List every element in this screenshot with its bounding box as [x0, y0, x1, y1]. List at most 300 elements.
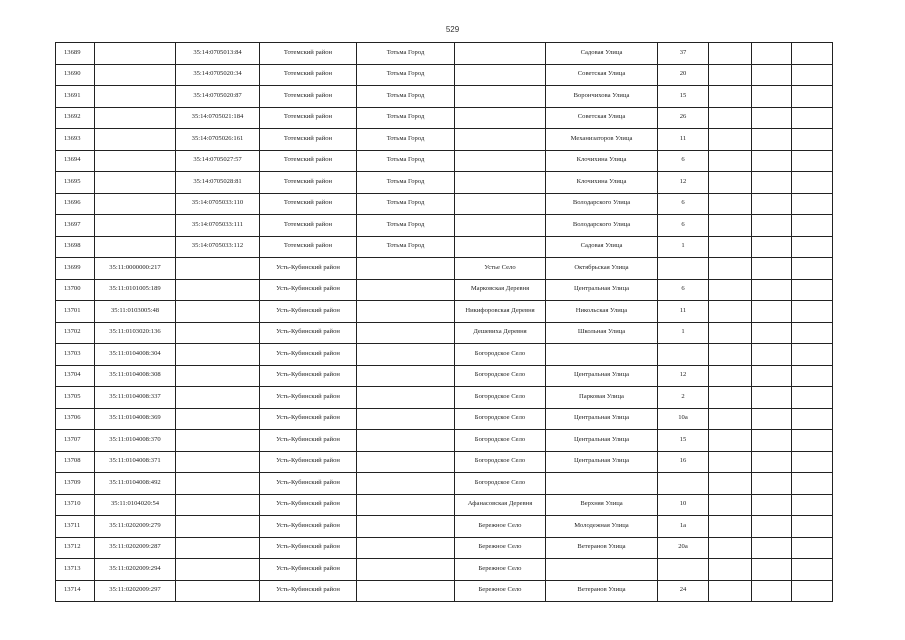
city-cell [357, 322, 455, 344]
settlement-cell [455, 107, 546, 129]
extra-cell-3 [792, 451, 833, 473]
house-number-cell: 10а [658, 408, 709, 430]
city-cell [357, 365, 455, 387]
house-number-cell: 6 [658, 215, 709, 237]
house-number-cell: 15 [658, 86, 709, 108]
row-number-cell: 13714 [56, 580, 95, 602]
cadastral-number-alt-cell: 35:14:0705028:81 [176, 172, 260, 194]
extra-cell-1 [709, 451, 752, 473]
extra-cell-3 [792, 430, 833, 452]
extra-cell-1 [709, 236, 752, 258]
cadastral-number-cell [95, 150, 176, 172]
cadastral-number-alt-cell: 35:14:0705027:57 [176, 150, 260, 172]
house-number-cell: 1а [658, 516, 709, 538]
settlement-cell [455, 64, 546, 86]
settlement-cell [455, 86, 546, 108]
table-row [56, 150, 833, 172]
row-number-cell: 13703 [56, 344, 95, 366]
district-cell: Усть-Кубинский район [260, 537, 357, 559]
cadastral-number-alt-cell [176, 408, 260, 430]
extra-cell-1 [709, 107, 752, 129]
table-row [56, 43, 833, 65]
cadastral-number-cell: 35:11:0202009:294 [95, 559, 176, 581]
cadastral-number-alt-cell [176, 516, 260, 538]
row-number-cell: 13712 [56, 537, 95, 559]
cadastral-number-cell: 35:11:0104020:54 [95, 494, 176, 516]
cadastral-number-alt-cell [176, 301, 260, 323]
extra-cell-3 [792, 408, 833, 430]
cadastral-number-alt-cell [176, 580, 260, 602]
extra-cell-3 [792, 86, 833, 108]
district-cell: Усть-Кубинский район [260, 387, 357, 409]
table-row [56, 516, 833, 538]
row-number-cell: 13706 [56, 408, 95, 430]
district-cell: Усть-Кубинский район [260, 451, 357, 473]
cadastral-number-cell: 35:11:0103005:48 [95, 301, 176, 323]
city-cell [357, 516, 455, 538]
settlement-cell [455, 236, 546, 258]
district-cell: Усть-Кубинский район [260, 322, 357, 344]
cadastral-number-cell: 35:11:0202009:279 [95, 516, 176, 538]
district-cell: Усть-Кубинский район [260, 301, 357, 323]
extra-cell-3 [792, 344, 833, 366]
table-row [56, 473, 833, 495]
house-number-cell: 11 [658, 129, 709, 151]
cadastral-number-alt-cell: 35:14:0705026:161 [176, 129, 260, 151]
table-row [56, 322, 833, 344]
house-number-cell: 20 [658, 64, 709, 86]
extra-cell-2 [752, 258, 792, 280]
settlement-cell: Афанасовская Деревня [455, 494, 546, 516]
city-cell [357, 301, 455, 323]
row-number-cell: 13711 [56, 516, 95, 538]
district-cell: Усть-Кубинский район [260, 408, 357, 430]
extra-cell-2 [752, 451, 792, 473]
district-cell: Тотемский район [260, 215, 357, 237]
street-cell: Клочихина Улица [546, 150, 658, 172]
table-row [56, 494, 833, 516]
row-number-cell: 13713 [56, 559, 95, 581]
city-cell [357, 451, 455, 473]
table-row [56, 408, 833, 430]
extra-cell-2 [752, 215, 792, 237]
extra-cell-1 [709, 193, 752, 215]
settlement-cell: Богородское Село [455, 430, 546, 452]
settlement-cell: Богородское Село [455, 451, 546, 473]
city-cell: Тотьма Город [357, 129, 455, 151]
extra-cell-2 [752, 430, 792, 452]
settlement-cell: Богородское Село [455, 473, 546, 495]
extra-cell-1 [709, 43, 752, 65]
city-cell: Тотьма Город [357, 86, 455, 108]
cadastral-number-cell: 35:11:0101005:189 [95, 279, 176, 301]
extra-cell-2 [752, 150, 792, 172]
city-cell [357, 494, 455, 516]
extra-cell-3 [792, 516, 833, 538]
table-row [56, 107, 833, 129]
district-cell: Тотемский район [260, 150, 357, 172]
extra-cell-1 [709, 516, 752, 538]
street-cell: Ветеранов Улица [546, 580, 658, 602]
city-cell: Тотьма Город [357, 172, 455, 194]
cadastral-number-alt-cell: 35:14:0705013:84 [176, 43, 260, 65]
cadastral-number-cell: 35:11:0104008:371 [95, 451, 176, 473]
table-row [56, 236, 833, 258]
district-cell: Тотемский район [260, 86, 357, 108]
city-cell [357, 344, 455, 366]
street-cell: Верхняя Улица [546, 494, 658, 516]
extra-cell-2 [752, 172, 792, 194]
extra-cell-2 [752, 107, 792, 129]
extra-cell-3 [792, 193, 833, 215]
extra-cell-1 [709, 279, 752, 301]
extra-cell-3 [792, 43, 833, 65]
table-row [56, 301, 833, 323]
row-number-cell: 13705 [56, 387, 95, 409]
house-number-cell: 37 [658, 43, 709, 65]
extra-cell-1 [709, 215, 752, 237]
row-number-cell: 13693 [56, 129, 95, 151]
settlement-cell: Бережное Село [455, 559, 546, 581]
row-number-cell: 13699 [56, 258, 95, 280]
row-number-cell: 13702 [56, 322, 95, 344]
street-cell: Советская Улица [546, 107, 658, 129]
cadastral-number-cell: 35:11:0104008:308 [95, 365, 176, 387]
extra-cell-1 [709, 408, 752, 430]
cadastral-number-cell: 35:11:0104008:492 [95, 473, 176, 495]
settlement-cell: Марковская Деревня [455, 279, 546, 301]
district-cell: Усть-Кубинский район [260, 473, 357, 495]
row-number-cell: 13708 [56, 451, 95, 473]
row-number-cell: 13692 [56, 107, 95, 129]
city-cell: Тотьма Город [357, 64, 455, 86]
table-row [56, 537, 833, 559]
table-row [56, 580, 833, 602]
cadastral-number-alt-cell [176, 344, 260, 366]
street-cell: Октябрьская Улица [546, 258, 658, 280]
extra-cell-2 [752, 193, 792, 215]
row-number-cell: 13694 [56, 150, 95, 172]
street-cell: Центральная Улица [546, 408, 658, 430]
cadastral-number-alt-cell [176, 387, 260, 409]
street-cell: Никольская Улица [546, 301, 658, 323]
city-cell [357, 430, 455, 452]
cadastral-number-alt-cell [176, 559, 260, 581]
cadastral-number-alt-cell [176, 537, 260, 559]
house-number-cell: 11 [658, 301, 709, 323]
city-cell [357, 580, 455, 602]
house-number-cell: 12 [658, 365, 709, 387]
row-number-cell: 13690 [56, 64, 95, 86]
settlement-cell: Дешевиха Деревня [455, 322, 546, 344]
row-number-cell: 13704 [56, 365, 95, 387]
house-number-cell: 26 [658, 107, 709, 129]
street-cell: Володарского Улица [546, 193, 658, 215]
district-cell: Усть-Кубинский район [260, 365, 357, 387]
house-number-cell: 6 [658, 193, 709, 215]
extra-cell-1 [709, 64, 752, 86]
house-number-cell: 16 [658, 451, 709, 473]
extra-cell-3 [792, 150, 833, 172]
extra-cell-1 [709, 387, 752, 409]
city-cell: Тотьма Город [357, 150, 455, 172]
extra-cell-2 [752, 43, 792, 65]
extra-cell-3 [792, 322, 833, 344]
row-number-cell: 13710 [56, 494, 95, 516]
extra-cell-3 [792, 559, 833, 581]
street-cell: Центральная Улица [546, 365, 658, 387]
table-row [56, 258, 833, 280]
cadastral-number-cell: 35:11:0104008:370 [95, 430, 176, 452]
cadastral-number-cell: 35:11:0202009:297 [95, 580, 176, 602]
extra-cell-3 [792, 387, 833, 409]
city-cell: Тотьма Город [357, 193, 455, 215]
extra-cell-1 [709, 580, 752, 602]
extra-cell-2 [752, 86, 792, 108]
extra-cell-3 [792, 301, 833, 323]
cadastral-number-alt-cell [176, 258, 260, 280]
house-number-cell: 24 [658, 580, 709, 602]
house-number-cell: 15 [658, 430, 709, 452]
settlement-cell [455, 129, 546, 151]
table-row [56, 279, 833, 301]
street-cell: Ворончихова Улица [546, 86, 658, 108]
extra-cell-3 [792, 129, 833, 151]
settlement-cell: Богородское Село [455, 387, 546, 409]
row-number-cell: 13701 [56, 301, 95, 323]
extra-cell-2 [752, 301, 792, 323]
city-cell: Тотьма Город [357, 215, 455, 237]
table-row [56, 430, 833, 452]
row-number-cell: 13698 [56, 236, 95, 258]
table-row [56, 559, 833, 581]
district-cell: Тотемский район [260, 172, 357, 194]
cadastral-number-cell: 35:11:0202009:287 [95, 537, 176, 559]
house-number-cell: 2 [658, 387, 709, 409]
extra-cell-3 [792, 580, 833, 602]
extra-cell-3 [792, 64, 833, 86]
extra-cell-3 [792, 537, 833, 559]
cadastral-number-alt-cell [176, 430, 260, 452]
house-number-cell: 6 [658, 150, 709, 172]
table-row [56, 193, 833, 215]
row-number-cell: 13697 [56, 215, 95, 237]
cadastral-number-cell [95, 172, 176, 194]
cadastral-number-alt-cell: 35:14:0705020:87 [176, 86, 260, 108]
settlement-cell [455, 193, 546, 215]
extra-cell-1 [709, 129, 752, 151]
extra-cell-1 [709, 494, 752, 516]
district-cell: Усть-Кубинский район [260, 494, 357, 516]
street-cell: Центральная Улица [546, 451, 658, 473]
extra-cell-2 [752, 236, 792, 258]
cadastral-number-cell: 35:11:0103020:136 [95, 322, 176, 344]
table-row [56, 215, 833, 237]
district-cell: Усть-Кубинский район [260, 279, 357, 301]
table-row [56, 172, 833, 194]
cadastral-number-cell: 35:11:0104008:369 [95, 408, 176, 430]
cadastral-number-alt-cell [176, 473, 260, 495]
street-cell [546, 559, 658, 581]
district-cell: Тотемский район [260, 129, 357, 151]
cadastral-number-alt-cell [176, 494, 260, 516]
house-number-cell: 1 [658, 236, 709, 258]
row-number-cell: 13709 [56, 473, 95, 495]
settlement-cell: Богородское Село [455, 365, 546, 387]
settlement-cell: Никифоровская Деревня [455, 301, 546, 323]
house-number-cell: 10 [658, 494, 709, 516]
table-row [56, 387, 833, 409]
city-cell: Тотьма Город [357, 236, 455, 258]
extra-cell-3 [792, 365, 833, 387]
table-row [56, 86, 833, 108]
city-cell: Тотьма Город [357, 43, 455, 65]
table-row [56, 64, 833, 86]
house-number-cell: 20а [658, 537, 709, 559]
street-cell: Ветеранов Улица [546, 537, 658, 559]
settlement-cell: Богородское Село [455, 408, 546, 430]
cadastral-number-cell: 35:11:0104008:337 [95, 387, 176, 409]
row-number-cell: 13691 [56, 86, 95, 108]
city-cell [357, 408, 455, 430]
extra-cell-3 [792, 107, 833, 129]
settlement-cell [455, 215, 546, 237]
district-cell: Усть-Кубинский район [260, 344, 357, 366]
extra-cell-2 [752, 580, 792, 602]
house-number-cell [658, 559, 709, 581]
city-cell [357, 559, 455, 581]
extra-cell-2 [752, 64, 792, 86]
district-cell: Усть-Кубинский район [260, 430, 357, 452]
extra-cell-2 [752, 279, 792, 301]
cadastral-number-cell [95, 107, 176, 129]
extra-cell-3 [792, 279, 833, 301]
cadastral-number-cell: 35:11:0000000:217 [95, 258, 176, 280]
extra-cell-1 [709, 365, 752, 387]
table-row [56, 451, 833, 473]
cadastral-number-alt-cell [176, 279, 260, 301]
extra-cell-1 [709, 537, 752, 559]
street-cell [546, 473, 658, 495]
table-row [56, 365, 833, 387]
city-cell [357, 473, 455, 495]
table-row [56, 129, 833, 151]
extra-cell-1 [709, 559, 752, 581]
street-cell [546, 344, 658, 366]
district-cell: Тотемский район [260, 43, 357, 65]
table-row [56, 344, 833, 366]
cadastral-number-cell [95, 86, 176, 108]
cadastral-number-cell [95, 129, 176, 151]
settlement-cell: Бережное Село [455, 516, 546, 538]
row-number-cell: 13689 [56, 43, 95, 65]
extra-cell-1 [709, 344, 752, 366]
street-cell: Парковая Улица [546, 387, 658, 409]
row-number-cell: 13700 [56, 279, 95, 301]
district-cell: Тотемский район [260, 193, 357, 215]
registry-table [55, 42, 833, 602]
cadastral-number-alt-cell [176, 365, 260, 387]
house-number-cell [658, 258, 709, 280]
page-number: 529 [445, 25, 460, 34]
street-cell: Школьная Улица [546, 322, 658, 344]
extra-cell-1 [709, 322, 752, 344]
city-cell: Тотьма Город [357, 107, 455, 129]
cadastral-number-alt-cell: 35:14:0705033:110 [176, 193, 260, 215]
extra-cell-1 [709, 258, 752, 280]
extra-cell-2 [752, 322, 792, 344]
street-cell: Садовая Улица [546, 43, 658, 65]
district-cell: Усть-Кубинский район [260, 580, 357, 602]
city-cell [357, 387, 455, 409]
extra-cell-2 [752, 408, 792, 430]
extra-cell-2 [752, 473, 792, 495]
settlement-cell: Богородское Село [455, 344, 546, 366]
street-cell: Клочихина Улица [546, 172, 658, 194]
settlement-cell [455, 43, 546, 65]
row-number-cell: 13696 [56, 193, 95, 215]
settlement-cell [455, 150, 546, 172]
extra-cell-2 [752, 387, 792, 409]
cadastral-number-cell [95, 215, 176, 237]
district-cell: Усть-Кубинский район [260, 516, 357, 538]
street-cell: Центральная Улица [546, 279, 658, 301]
extra-cell-1 [709, 473, 752, 495]
cadastral-number-alt-cell: 35:14:0705033:112 [176, 236, 260, 258]
street-cell: Молодежная Улица [546, 516, 658, 538]
street-cell: Центральная Улица [546, 430, 658, 452]
settlement-cell: Устье Село [455, 258, 546, 280]
row-number-cell: 13695 [56, 172, 95, 194]
cadastral-number-alt-cell [176, 451, 260, 473]
cadastral-number-cell [95, 64, 176, 86]
extra-cell-1 [709, 150, 752, 172]
row-number-cell: 13707 [56, 430, 95, 452]
district-cell: Тотемский район [260, 107, 357, 129]
district-cell: Усть-Кубинский район [260, 559, 357, 581]
street-cell: Советская Улица [546, 64, 658, 86]
cadastral-number-cell: 35:11:0104008:304 [95, 344, 176, 366]
extra-cell-2 [752, 129, 792, 151]
city-cell [357, 279, 455, 301]
extra-cell-3 [792, 258, 833, 280]
cadastral-number-alt-cell: 35:14:0705020:34 [176, 64, 260, 86]
extra-cell-3 [792, 473, 833, 495]
house-number-cell [658, 473, 709, 495]
extra-cell-2 [752, 537, 792, 559]
extra-cell-1 [709, 86, 752, 108]
extra-cell-3 [792, 172, 833, 194]
house-number-cell: 1 [658, 322, 709, 344]
settlement-cell [455, 172, 546, 194]
house-number-cell [658, 344, 709, 366]
cadastral-number-alt-cell: 35:14:0705033:111 [176, 215, 260, 237]
extra-cell-3 [792, 236, 833, 258]
house-number-cell: 12 [658, 172, 709, 194]
extra-cell-2 [752, 344, 792, 366]
city-cell [357, 537, 455, 559]
extra-cell-3 [792, 494, 833, 516]
cadastral-number-alt-cell [176, 322, 260, 344]
district-cell: Тотемский район [260, 64, 357, 86]
district-cell: Усть-Кубинский район [260, 258, 357, 280]
extra-cell-2 [752, 516, 792, 538]
street-cell: Володарского Улица [546, 215, 658, 237]
extra-cell-2 [752, 559, 792, 581]
cadastral-number-alt-cell: 35:14:0705021:184 [176, 107, 260, 129]
extra-cell-1 [709, 301, 752, 323]
settlement-cell: Бережное Село [455, 580, 546, 602]
